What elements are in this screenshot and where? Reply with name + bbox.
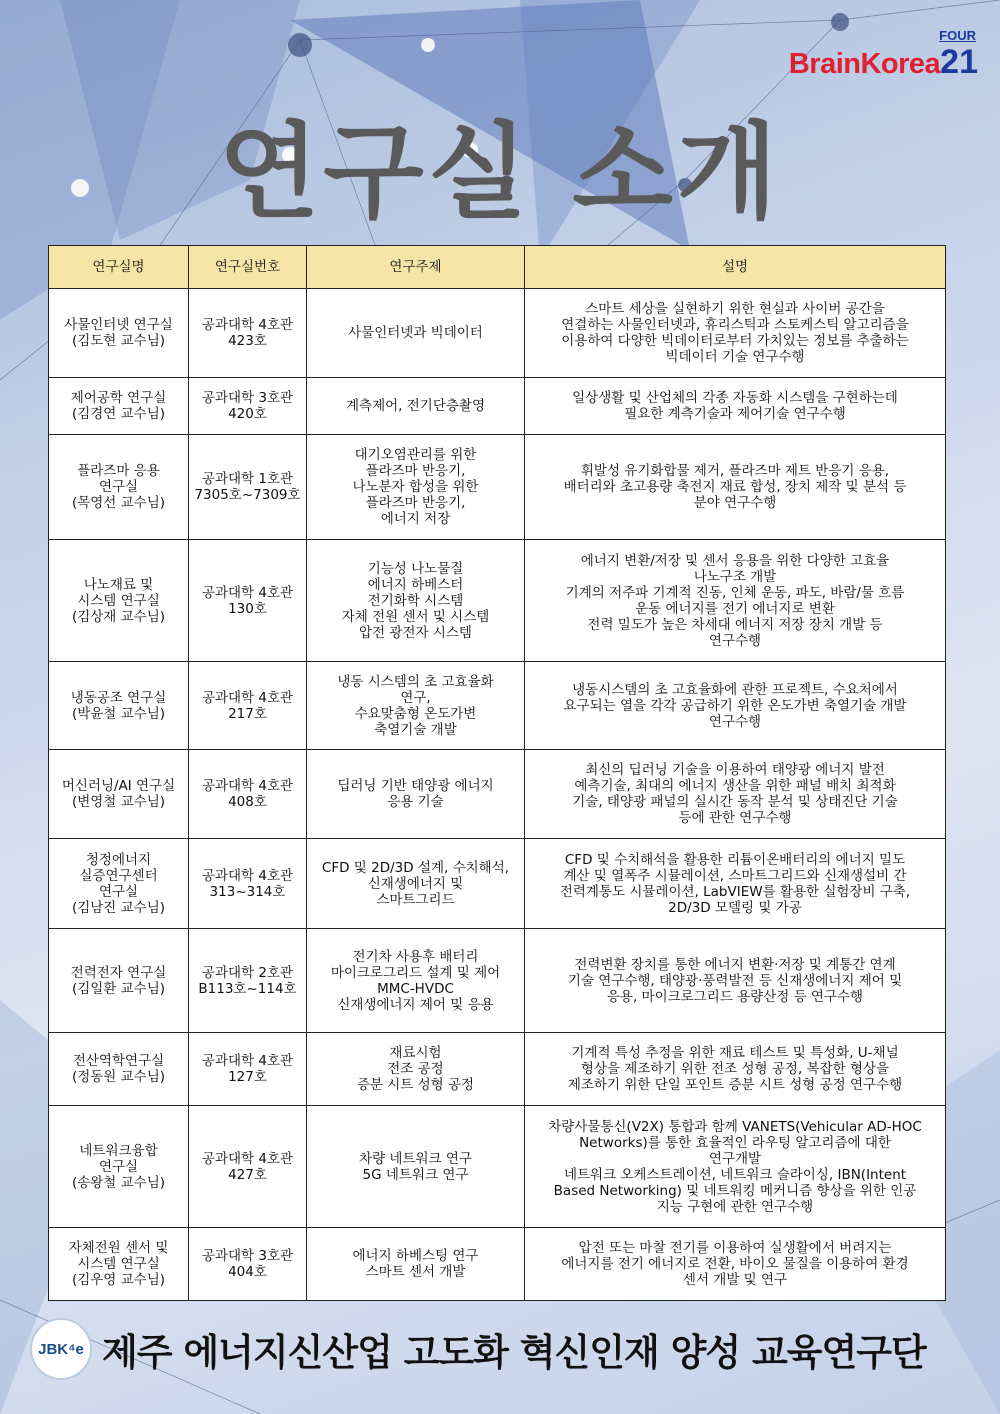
- lab-room: 공과대학 4호관 217호: [189, 662, 307, 750]
- lab-description: 휘발성 유기화합물 제거, 플라즈마 제트 반응기 응용, 배터리와 초고용량 축전지 재료 합성, 장치 제작 및 분석 등 분야 연구수행: [525, 435, 946, 540]
- lab-room: 공과대학 2호관 B113호~114호: [189, 929, 307, 1033]
- table-row: [49, 1033, 946, 1106]
- lab-name: 냉동공조 연구실 (박윤철 교수님): [49, 662, 189, 750]
- table-row: [49, 540, 946, 662]
- lab-topic: CFD 및 2D/3D 설계, 수치해석, 신재생에너지 및 스마트그리드: [307, 839, 525, 929]
- lab-description: 에너지 변환/저장 및 센서 응용을 위한 다양한 고효율 나노구조 개발 기계의 저주파 기계적 진동, 인체 운동, 파도, 바람/물 흐름 운동 에너지를 전기 에너지로 변환 전력 밀도가 높은 차세대 에너지 저장 장치 개발 등 연구수행: [525, 540, 946, 662]
- lab-topic: 냉동 시스템의 초 고효율화 연구, 수요맞춤형 온도가변 축열기술 개발: [307, 662, 525, 750]
- footer-org-name: 제주 에너지신산업 고도화 혁신인재 양성 교육연구단: [102, 1331, 926, 1374]
- lab-description: 기계적 특성 추정을 위한 재료 테스트 및 특성화, U-채널 형상을 제조하기 위한 전조 성형 공정, 복잡한 형상을 제조하기 위한 단일 포인트 증분 시트 성형 공정 연구수행: [525, 1033, 946, 1106]
- lab-name: 전력전자 연구실 (김일환 교수님): [49, 929, 189, 1033]
- table-row: [49, 662, 946, 750]
- lab-description: 최신의 딥러닝 기술을 이용하여 태양광 에너지 발전 예측기술, 최대의 에너지 생산을 위한 패널 배치 최적화 기술, 태양광 패널의 실시간 동작 분석 및 상태진단 기술 등에 관한 연구수행: [525, 750, 946, 839]
- lab-room: 공과대학 4호관 313~314호: [189, 839, 307, 929]
- table-row: [49, 1228, 946, 1301]
- lab-room: 공과대학 4호관 427호: [189, 1106, 307, 1228]
- lab-room: 공과대학 3호관 420호: [189, 378, 307, 435]
- lab-description: 스마트 세상을 실현하기 위한 현실과 사이버 공간을 연결하는 사물인터넷과, 휴리스틱과 스토케스틱 알고리즘을 이용하여 다양한 빅데이터로부터 가치있는 정보를 추출하는 빅데이터 기술 연구수행: [525, 289, 946, 378]
- table-row: [49, 289, 946, 378]
- logo-four: FOUR: [939, 28, 976, 43]
- lab-name: 청정에너지 실증연구센터 연구실 (김남진 교수님): [49, 839, 189, 929]
- lab-topic: 재료시험 전조 공정 증분 시트 성형 공정: [307, 1033, 525, 1106]
- lab-room: 공과대학 4호관 127호: [189, 1033, 307, 1106]
- header-lab-name: 연구실명: [49, 246, 189, 289]
- footer: [30, 1318, 926, 1380]
- lab-description: 일상생활 및 산업체의 각종 자동화 시스템을 구현하는데 필요한 계측기술과 제어기술 연구수행: [525, 378, 946, 435]
- lab-room: 공과대학 3호관 404호: [189, 1228, 307, 1301]
- lab-name: 나노재료 및 시스템 연구실 (김상재 교수님): [49, 540, 189, 662]
- table-header-row: [49, 246, 946, 289]
- lab-topic: 대기오염관리를 위한 플라즈마 반응기, 나노분자 합성을 위한 플라즈마 반응기, 에너지 저장: [307, 435, 525, 540]
- lab-table: [48, 245, 946, 1301]
- lab-topic: 딥러닝 기반 태양광 에너지 응용 기술: [307, 750, 525, 839]
- lab-name: 네트워크융합 연구실 (송왕철 교수님): [49, 1106, 189, 1228]
- lab-name: 머신러닝/AI 연구실 (변영철 교수님): [49, 750, 189, 839]
- jbk-logo: JBK⁴e: [30, 1318, 92, 1380]
- table-row: [49, 378, 946, 435]
- lab-name: 플라즈마 응용 연구실 (목영선 교수님): [49, 435, 189, 540]
- brainkorea21-logo: [789, 28, 978, 82]
- lab-room: 공과대학 4호관 408호: [189, 750, 307, 839]
- page-title: 연구실 소개: [218, 111, 782, 233]
- header-description: 설명: [525, 246, 946, 289]
- lab-name: 사물인터넷 연구실 (김도현 교수님): [49, 289, 189, 378]
- lab-topic: 전기차 사용후 배터리 마이크로그리드 설계 및 제어 MMC-HVDC 신재생에너지 제어 및 응용: [307, 929, 525, 1033]
- lab-topic: 에너지 하베스팅 연구 스마트 센서 개발: [307, 1228, 525, 1301]
- table-row: [49, 929, 946, 1033]
- lab-room: 공과대학 4호관 423호: [189, 289, 307, 378]
- lab-name: 전산역학연구실 (정동원 교수님): [49, 1033, 189, 1106]
- lab-description: 전력변환 장치를 통한 에너지 변환·저장 및 계통간 연계 기술 연구수행, 태양광·풍력발전 등 신재생에너지 제어 및 응용, 마이크로그리드 용량산정 등 연구수행: [525, 929, 946, 1033]
- lab-description: 차량사물통신(V2X) 통합과 함께 VANETS(Vehicular AD-HOC Networks)를 통한 효율적인 라우팅 알고리즘에 대한 연구개발 네트워크 오케스트레이션, 네트워크 슬라이싱, IBN(Intent Based Networking) 및 네트워킹 메커니즘 향상을 위한 인공 지능 구현에 관한 연구수행: [525, 1106, 946, 1228]
- lab-name: 자체전원 센서 및 시스템 연구실 (김우영 교수님): [49, 1228, 189, 1301]
- logo-brand: BrainKorea: [788, 48, 941, 80]
- lab-description: 냉동시스템의 초 고효율화에 관한 프로젝트, 수요처에서 요구되는 열을 각각 공급하기 위한 온도가변 축열기술 개발 연구수행: [525, 662, 946, 750]
- lab-description: 압전 또는 마찰 전기를 이용하여 실생활에서 버려지는 에너지를 전기 에너지로 전환, 바이오 물질을 이용하여 환경 센서 개발 및 연구: [525, 1228, 946, 1301]
- table-row: [49, 750, 946, 839]
- lab-topic: 계측제어, 전기단층촬영: [307, 378, 525, 435]
- lab-topic: 차량 네트워크 연구 5G 네트워크 연구: [307, 1106, 525, 1228]
- lab-description: CFD 및 수치해석을 활용한 리튬이온배터리의 에너지 밀도 계산 및 열폭주 시뮬레이션, 스마트그리드와 신재생설비 간 전력계통도 시뮬레이션, LabVIEW를 활용한 실험장비 구축, 2D/3D 모델링 및 가공: [525, 839, 946, 929]
- lab-room: 공과대학 4호관 130호: [189, 540, 307, 662]
- lab-topic: 기능성 나노물질 에너지 하베스터 전기화학 시스템 자체 전원 센서 및 시스템 압전 광전자 시스템: [307, 540, 525, 662]
- header-room: 연구실번호: [189, 246, 307, 289]
- table-row: [49, 435, 946, 540]
- lab-room: 공과대학 1호관 7305호~7309호: [189, 435, 307, 540]
- logo-number: 21: [940, 43, 978, 81]
- lab-name: 제어공학 연구실 (김경연 교수님): [49, 378, 189, 435]
- header-topic: 연구주제: [307, 246, 525, 289]
- table-row: [49, 839, 946, 929]
- table-row: [49, 1106, 946, 1228]
- lab-topic: 사물인터넷과 빅데이터: [307, 289, 525, 378]
